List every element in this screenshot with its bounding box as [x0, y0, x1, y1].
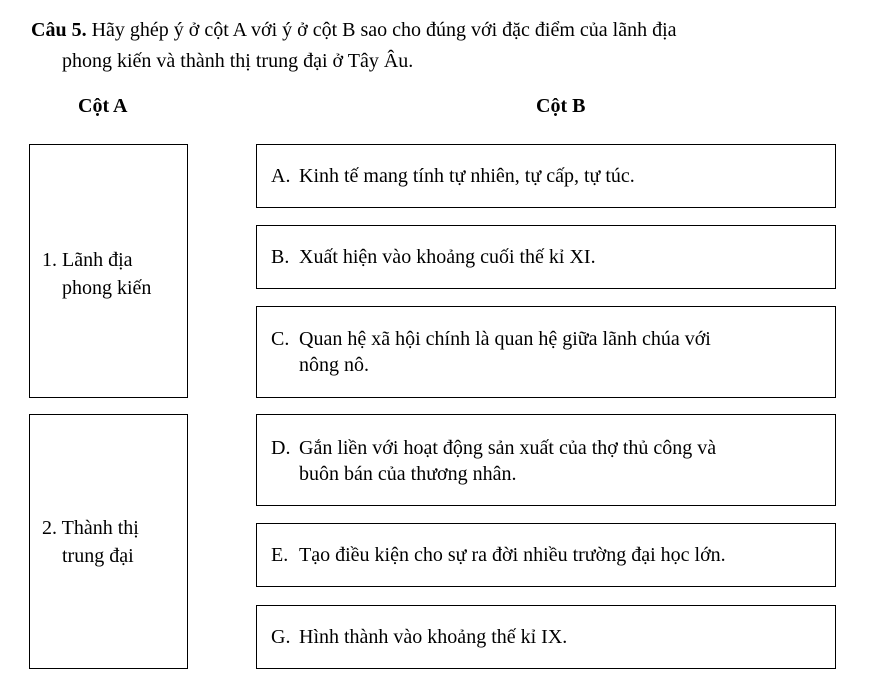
column-b-item-c-line-2: nông nô.	[299, 354, 369, 376]
column-b-item-e-line-1: Tạo điều kiện cho sự ra đời nhiều trường đại học lớn.	[299, 544, 726, 566]
column-a-item-2-line-1: 2. Thành thị	[42, 517, 139, 539]
column-b-item-c-letter: C.	[271, 328, 290, 350]
column-b-item-a-letter: A.	[271, 165, 291, 187]
column-b-item-g-text	[271, 624, 829, 650]
question-line-2: phong kiến và thành thị trung đại ở Tây Âu.	[62, 50, 414, 72]
column-b-item-d-text	[271, 435, 829, 487]
column-b-item-c[interactable]	[256, 306, 836, 398]
column-b-item-b-text	[271, 244, 829, 270]
column-a-item-1[interactable]	[29, 144, 188, 398]
column-a-item-2-text	[42, 514, 139, 570]
column-a-item-1-text	[42, 246, 151, 302]
question-line-1: Hãy ghép ý ở cột A với ý ở cột B sao cho đúng với đặc điểm của lãnh địa	[86, 19, 677, 41]
column-b-item-d-line-2: buôn bán của thương nhân.	[299, 463, 517, 485]
column-b-item-e-text	[271, 542, 829, 568]
column-b-item-d-line-1: Gắn liền với hoạt động sản xuất của thợ thủ công và	[299, 437, 717, 459]
column-b-item-g[interactable]	[256, 605, 836, 669]
column-b-item-b-line-1: Xuất hiện vào khoảng cuối thế kỉ XI.	[299, 246, 596, 268]
column-b-item-c-line-1: Quan hệ xã hội chính là quan hệ giữa lãnh chúa với	[299, 328, 711, 350]
column-b-item-a[interactable]	[256, 144, 836, 208]
column-b-item-d[interactable]	[256, 414, 836, 506]
column-b-item-g-line-1: Hình thành vào khoảng thế kỉ IX.	[299, 626, 568, 648]
column-a-item-1-line-1: 1. Lãnh địa	[42, 249, 133, 271]
column-b-item-c-text	[271, 326, 829, 378]
column-a-item-1-line-2: phong kiến	[62, 277, 152, 299]
question-number: Câu 5.	[31, 19, 87, 41]
column-b-item-a-line-1: Kinh tế mang tính tự nhiên, tự cấp, tự túc.	[299, 165, 635, 187]
column-b-item-b-letter: B.	[271, 246, 290, 268]
column-b-item-g-letter: G.	[271, 626, 291, 648]
column-a-item-2[interactable]	[29, 414, 188, 669]
column-b-item-b[interactable]	[256, 225, 836, 289]
column-b-item-a-text	[271, 163, 829, 189]
column-b-item-d-letter: D.	[271, 437, 291, 459]
column-b-item-e[interactable]	[256, 523, 836, 587]
column-a-heading: Cột A	[78, 95, 128, 117]
question-text	[31, 16, 677, 44]
column-a-item-2-line-2: trung đại	[62, 545, 134, 567]
column-b-item-e-letter: E.	[271, 544, 289, 566]
column-b-heading: Cột B	[536, 95, 586, 117]
